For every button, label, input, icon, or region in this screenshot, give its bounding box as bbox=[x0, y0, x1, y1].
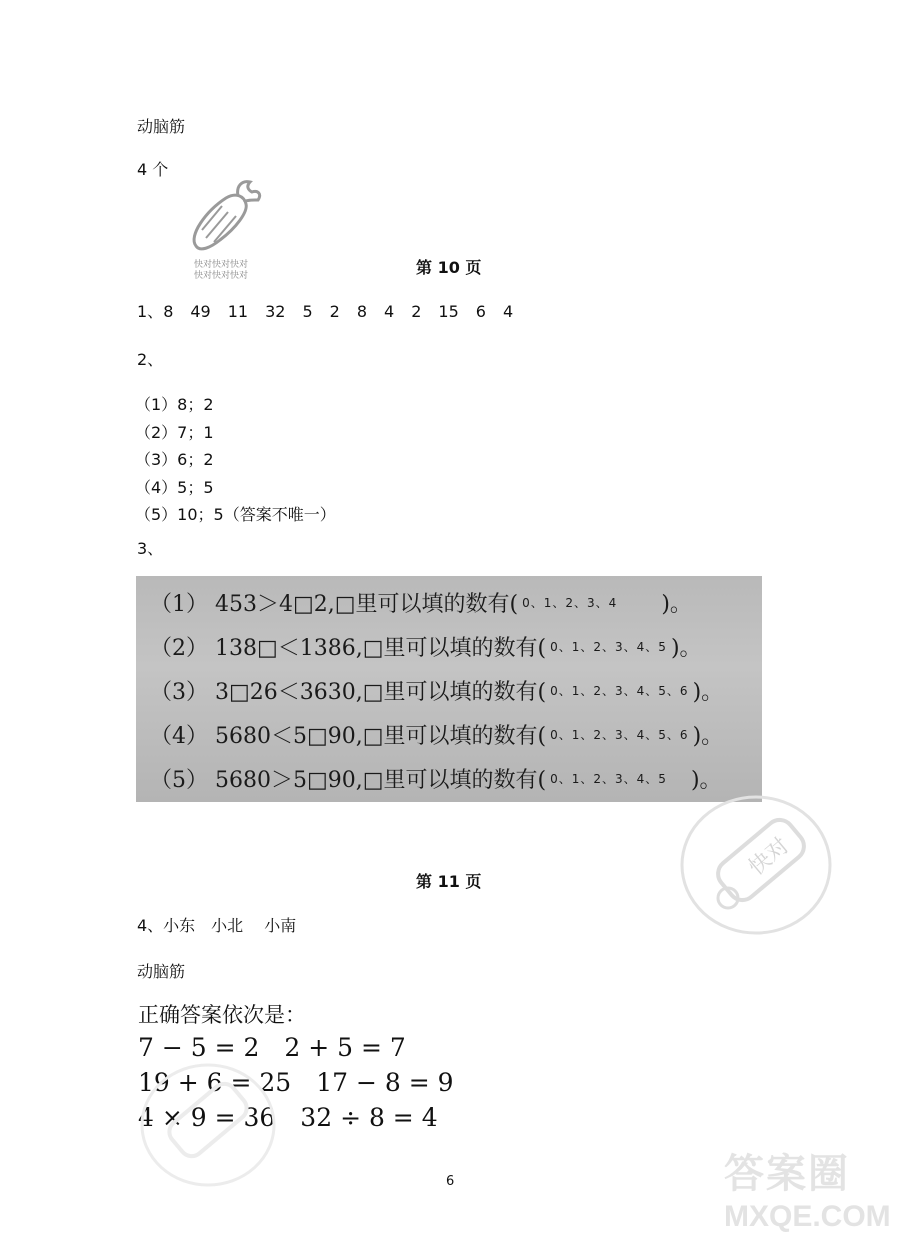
photo-row: （2） 138□＜1386,□里可以填的数有( 0、1、2、3、4、5 )。 bbox=[150, 635, 702, 661]
carrot-icon bbox=[186, 176, 266, 256]
page-number: 6 bbox=[446, 1174, 455, 1189]
equation-line: 19 + 6 = 25 17 − 8 = 9 bbox=[138, 1068, 454, 1097]
question-1 bbox=[137, 302, 530, 322]
q3-label: 3、 bbox=[137, 539, 164, 558]
photo-row: （5） 5680＞5□90,□里可以填的数有( 0、1、2、3、4、5 )。 bbox=[150, 767, 722, 793]
equation-line: 4 × 9 = 36 32 ÷ 8 = 4 bbox=[138, 1103, 438, 1132]
question-4: 4、小东 小北 小南 bbox=[137, 916, 297, 935]
watermark-stamp-left bbox=[138, 1060, 278, 1190]
q1-value: 32 bbox=[265, 302, 286, 321]
site-watermark-url: MXQE.COM bbox=[724, 1200, 891, 1233]
equation-heading: 正确答案依次是： bbox=[138, 1003, 306, 1027]
logo-text-line2: 快对快对快对 bbox=[194, 271, 249, 281]
q2-item: （3）6；2 bbox=[135, 450, 214, 469]
q2-item: （1）8；2 bbox=[135, 395, 214, 414]
q1-value: 8 bbox=[163, 302, 174, 321]
answer-text: 4 个 bbox=[137, 160, 169, 179]
q1-value: 6 bbox=[475, 302, 486, 321]
q1-value: 2 bbox=[329, 302, 340, 321]
q1-value: 8 bbox=[356, 302, 368, 321]
photo-row: （4） 5680＜5□90,□里可以填的数有( 0、1、2、3、4、5、6 )。 bbox=[150, 723, 724, 749]
page-11-title: 第 11 页 bbox=[416, 872, 482, 891]
page-10-title: 第 10 页 bbox=[416, 258, 482, 277]
q2-label: 2、 bbox=[137, 350, 164, 369]
q2-item: （2）7；1 bbox=[135, 422, 214, 442]
q2-list bbox=[135, 391, 336, 529]
watermark-stamp bbox=[676, 790, 836, 940]
equation-line: 7 − 5 = 2 2 + 5 = 7 bbox=[138, 1033, 406, 1062]
handwritten-answer: 0、1、2、3、4、5、6 bbox=[550, 683, 689, 698]
q1-value: 5 bbox=[302, 302, 313, 321]
q3-photo bbox=[136, 576, 762, 802]
handwritten-answer: 0、1、2、3、4、5 bbox=[550, 771, 667, 786]
section-heading: 动脑筋 bbox=[137, 962, 186, 981]
site-watermark bbox=[724, 1150, 894, 1242]
q1-value: 4 bbox=[502, 302, 514, 321]
stamp-text: 快对 bbox=[744, 833, 795, 881]
q1-value: 15 bbox=[438, 302, 459, 321]
q2-item: （5）10；5（答案不唯一） bbox=[135, 505, 336, 524]
photo-row: （3） 3□26＜3630,□里可以填的数有( 0、1、2、3、4、5、6 )。 bbox=[150, 679, 724, 705]
q1-value: 49 bbox=[190, 302, 211, 321]
kuaidui-logo bbox=[186, 176, 266, 286]
site-watermark-text: 答案圈 bbox=[724, 1151, 850, 1197]
photo-row: （1） 453＞4□2,□里可以填的数有( 0、1、2、3、4 )。 bbox=[150, 591, 692, 617]
q1-value: 11 bbox=[227, 302, 249, 321]
stamp-icon bbox=[138, 1060, 278, 1190]
handwritten-answer: 0、1、2、3、4、5 bbox=[550, 639, 667, 654]
q1-value: 4 bbox=[384, 302, 395, 321]
logo-text-line1: 快对快对快对 bbox=[194, 260, 249, 270]
q1-values bbox=[163, 302, 530, 321]
section-heading: 动脑筋 bbox=[137, 117, 186, 136]
q1-value: 2 bbox=[411, 302, 422, 321]
handwritten-answer: 0、1、2、3、4、5、6 bbox=[550, 727, 689, 742]
handwritten-answer: 0、1、2、3、4 bbox=[522, 595, 618, 610]
q1-label: 1、 bbox=[137, 302, 164, 321]
q2-item: （4）5；5 bbox=[135, 477, 214, 497]
